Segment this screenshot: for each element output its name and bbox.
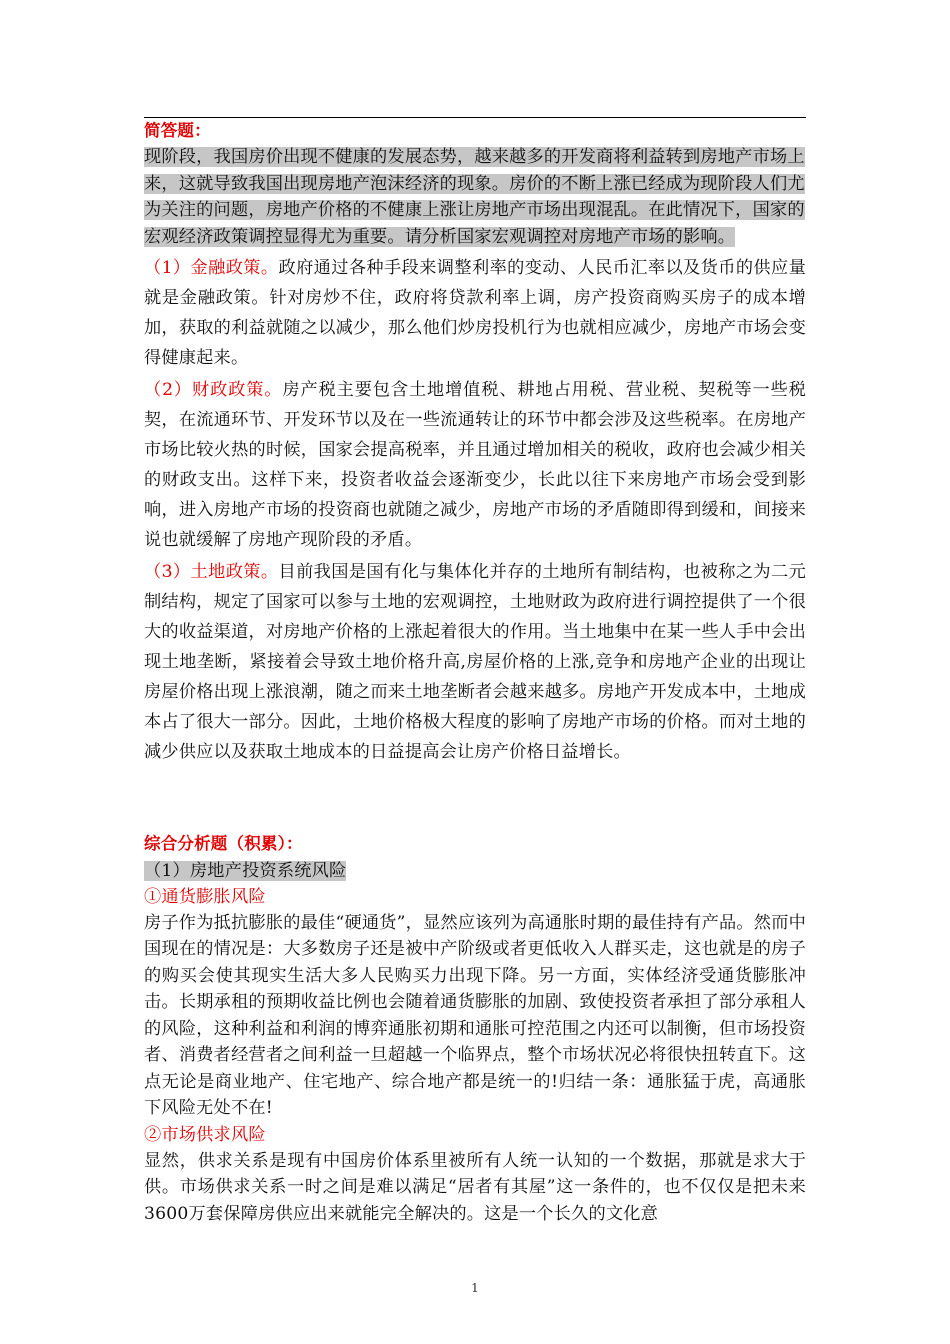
question-text [144,144,806,250]
system-risk-subheading [144,858,806,884]
answer-fiscal-policy [144,375,806,555]
short-answer-heading: 简答题： [144,121,211,140]
section-spacer [144,767,806,831]
answer-text: 房产税主要包含土地增值税、耕地占用税、营业税、契税等一些税契，在流通环节、开发环节以及在一些流通转让的环节中都会涉及这些税率。在房地产市场比较火热的时候，国家会提高税率，并且通过增加相关的税收，政府也会减少相关的财政支出。这样下来，投资者收益会逐渐变少，长此以往下来房地产市场会受到影响，进入房地产市场的投资商也就随之减少，房地产市场的矛盾随即得到缓和，间接来说也就缓解了房地产现阶段的矛盾。 [144,380,806,550]
comprehensive-analysis-heading: 综合分析题（积累）： [144,834,303,853]
answer-financial-policy [144,253,806,373]
answer-text: 目前我国是国有化与集体化并存的土地所有制结构，也被称之为二元制结构，规定了国家可以参与土地的宏观调控，土地财政为政府进行调控提供了一个很大的收益渠道，对房地产价格的上涨起着很大的作用。当土地集中在某一些人手中会出现土地垄断，紧接着会导致土地价格升高,房屋价格的上涨,竞争和房地产企业的出现让房屋价格出现上涨浪潮，随之而来土地垄断者会越来越多。房地产开发成本中，土地成本占了很大一部分。因此，土地价格极大程度的影响了房地产市场的价格。而对土地的减少供应以及获取土地成本的日益提高会让房产价格日益增长。 [144,562,806,762]
question-highlight: 现阶段，我国房价出现不健康的发展态势，越来越多的开发商将利益转到房地产市场上来，这就导致我国出现房地产泡沫经济的现象。房价的不断上涨已经成为现阶段人们尤为关注的问题，房地产价格的不健康上涨让房地产市场出现混乱。在此情况下，国家的宏观经济政策调控显得尤为重要。请分析国家宏观调控对房地产市场的影响。 [144,147,805,247]
inflation-risk-text: 房子作为抵抗膨胀的最佳“硬通货”，显然应该列为高通胀时期的最佳持有产品。然而中国现在的情况是：大多数房子还是被中产阶级或者更低收入人群买走，这也就是的房子的购买会使其现实生活大多人民购买力出现下降。另一方面，实体经济受通货膨胀冲击。长期承租的预期收益比例也会随着通货膨胀的加剧、致使投资者承担了部分承租人的风险，这种利益和利润的博弈通胀初期和通胀可控范围之内还可以制衡，但市场投资者、消费者经营者之间利益一旦超越一个临界点，整个市场状况必将很快扭转直下。这点无论是商业地产、住宅地产、综合地产都是统一的!归结一条：通胀猛于虎，高通胀下风险无处不在! [144,912,806,1118]
answer-label: （2）财政政策。 [144,380,283,400]
page-number: 1 [471,1281,479,1295]
page-content [144,118,806,1227]
subheading-highlight: （1）房地产投资系统风险 [144,860,347,881]
answer-text: 政府通过各种手段来调整利率的变动、人民币汇率以及货币的供应量就是金融政策。针对房炒不住，政府将贷款利率上调，房产投资商购买房子的成本增加，获取的利益就随之以减少，那么他们炒房投机行为也就相应减少，房地产市场会变得健康起来。 [144,258,806,368]
market-supply-risk-title: ②市场供求风险 [144,1124,266,1145]
answer-land-policy [144,557,806,767]
answer-label: （1）金融政策。 [144,258,279,278]
inflation-risk-title: ①通货膨胀风险 [144,886,266,907]
market-supply-risk-text: 显然，供求关系是现有中国房价体系里被所有人统一认知的一个数据，那就是求大于供。市场供求关系一时之间是难以满足“居者有其屋”这一条件的，也不仅仅是把未来3600万套保障房供应出来就能完全解决的。这是一个长久的文化意 [144,1150,806,1224]
answer-label: （3）土地政策。 [144,562,279,582]
